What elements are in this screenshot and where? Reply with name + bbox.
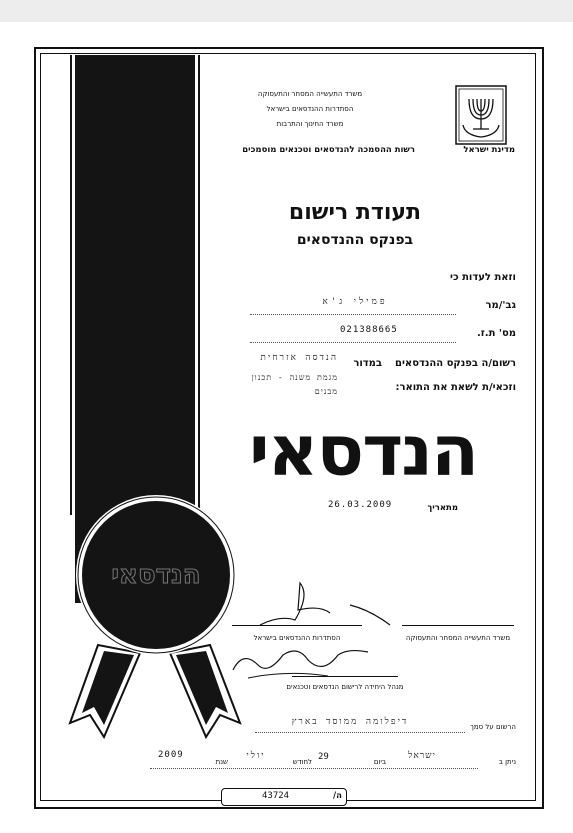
- issued-underline: [150, 768, 478, 770]
- year-value: 2009: [158, 750, 184, 760]
- id-value: 021388665: [340, 325, 398, 335]
- signature-line-left: [232, 625, 362, 626]
- issued-label: ניתן ב: [498, 758, 516, 766]
- name-underline: [250, 314, 456, 316]
- menorah-emblem-icon: [455, 85, 507, 145]
- intro-text: וזאת לעדות כי: [450, 272, 516, 283]
- authority-label: רשות ההסמכה להנדסאים וטכנאים מוסמכים: [242, 145, 415, 155]
- day-label: ביום: [373, 758, 386, 766]
- certificate-subtitle: בפנקס ההנדסאים: [296, 232, 414, 248]
- ribbon-edge-right: [198, 55, 200, 515]
- degree-title: הנדסאי: [248, 410, 478, 492]
- seal-rosette-icon: [60, 495, 260, 775]
- signature-right-label: משרד התעשייה המסחר והתעסוקה: [405, 634, 511, 642]
- certificate-title: תעודת רישום: [288, 200, 422, 225]
- ministry-label: משרד התעשייה המסחר והתעסוקה: [257, 90, 363, 98]
- year-label: שנת: [215, 758, 228, 766]
- federation-label: הסתדרות ההנדסאים בישראל: [266, 105, 354, 113]
- signature-top-icon: [250, 575, 400, 635]
- entitled-label: וזכאי/ת לשאת את התואר:: [395, 382, 516, 393]
- date-label: מתאריך: [427, 503, 458, 513]
- day-value: 29: [318, 752, 329, 762]
- seal-text: הנדסאי: [111, 560, 201, 590]
- name-label: גב'/מר: [485, 300, 516, 311]
- basis-value: דיפלומה ממוסד בארץ: [291, 717, 409, 727]
- ribbon-edge-left: [70, 55, 72, 515]
- director-label: מנהל היחידה לרישום הנדסאים וטכנאים: [286, 683, 404, 691]
- basis-underline: [255, 732, 465, 734]
- field-value: הנדסה אזרחית: [260, 353, 338, 363]
- education-label: משרד החינוך והתרבות: [276, 120, 344, 128]
- signature-line-director: [292, 676, 398, 677]
- specialty-value: מגמת משנה - תכנון מבנים: [251, 373, 338, 396]
- serial-prefix: ה/: [333, 791, 342, 801]
- serial-value: 43724: [262, 791, 290, 801]
- basis-label: הרשום על סמך: [470, 723, 516, 731]
- signature-left-label: הסתדרות ההנדסאים בישראל: [253, 634, 341, 642]
- id-underline: [250, 342, 456, 344]
- field-label: במדור: [353, 358, 382, 369]
- state-label: מדינת ישראל: [463, 145, 515, 155]
- name-value: פמילי ג'א: [322, 297, 388, 307]
- registered-label: רשום/ה בפנקס ההנדסאים: [395, 358, 516, 369]
- place-value: ישראל: [408, 751, 436, 761]
- id-label: מס' ת.ז.: [476, 328, 516, 339]
- month-value: יולי: [246, 751, 266, 761]
- month-label: לחודש: [292, 758, 312, 766]
- date-value: 26.03.2009: [328, 500, 393, 510]
- signature-line-right: [402, 625, 514, 626]
